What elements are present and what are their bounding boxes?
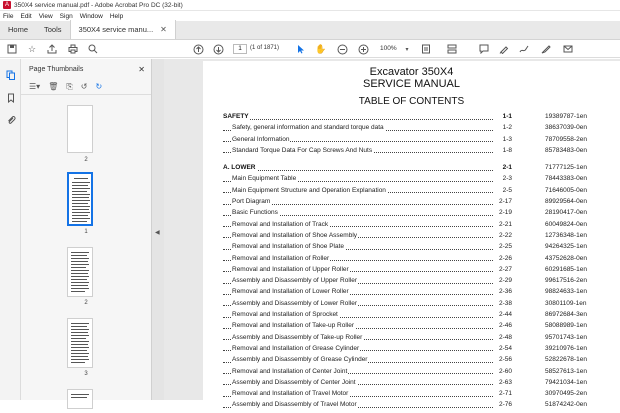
- toc-doc-code: 38637039-0en: [545, 124, 587, 132]
- toc-entry-row[interactable]: [223, 345, 620, 356]
- toc-page-number: 1-3: [494, 136, 512, 143]
- toc-page-number: 2-21: [494, 221, 512, 228]
- toc-page-number: 2-44: [494, 311, 512, 318]
- tab-bar: [0, 21, 620, 40]
- toc-page-number: 2-27: [494, 266, 512, 273]
- page-thumbnail[interactable]: [67, 247, 93, 297]
- toc-page-number: 2-26: [494, 255, 512, 262]
- page-thumbnail[interactable]: [67, 389, 93, 409]
- toc-doc-code: 58527613-1en: [545, 367, 587, 375]
- draw-icon[interactable]: [518, 43, 530, 55]
- toc-page-number: 1-1: [494, 113, 512, 120]
- toc-heading: TABLE OF CONTENTS: [358, 96, 465, 107]
- toc-doc-code: 71646005-0en: [545, 186, 587, 194]
- toc-entry-row[interactable]: [223, 209, 620, 220]
- main-toolbar: [0, 40, 620, 58]
- toc-page-number: 2-36: [494, 288, 512, 295]
- toc-entry-title: Removal and Installation of Lower Roller: [232, 288, 349, 296]
- toc-entry-title: Main Equipment Structure and Operation Explanation: [232, 186, 386, 194]
- toc-entry-title: SAFETY: [223, 113, 249, 120]
- thumbnail-label: 1: [84, 229, 88, 235]
- toc-doc-code: 58088989-1en: [545, 322, 587, 330]
- thumbnail-label: 2: [84, 157, 88, 163]
- toc-entry-row[interactable]: [223, 124, 620, 135]
- toc-doc-code: 51874242-0en: [545, 401, 587, 409]
- document-subtitle: SERVICE MANUAL: [363, 78, 460, 90]
- toc-entry-title: Basic Functions: [232, 209, 278, 217]
- toc-entry-title: Removal and Installation of Travel Motor: [232, 390, 349, 398]
- close-panel-icon[interactable]: ✕: [138, 64, 145, 74]
- toc-entry-row[interactable]: [223, 368, 620, 379]
- toc-doc-code: 99617516-2en: [545, 277, 587, 285]
- toc-page-number: 2-25: [494, 243, 512, 250]
- next-page-icon[interactable]: [212, 43, 224, 55]
- delete-page-icon[interactable]: 🗑: [48, 82, 59, 91]
- toc-entry-title: Removal and Installation of Sprocket: [232, 311, 338, 319]
- thumbnails-header: [21, 59, 151, 79]
- bookmark-star-icon[interactable]: ☆: [27, 43, 37, 54]
- toc-page-number: 2-63: [494, 379, 512, 386]
- toc-entry-row[interactable]: [223, 356, 620, 367]
- toc-entry-title: Main Equipment Table: [232, 175, 297, 183]
- toc-entry-row[interactable]: [223, 187, 620, 198]
- extract-pages-icon[interactable]: ⎘: [66, 81, 73, 91]
- toc-entry-title: Removal and Installation of Upper Roller: [232, 265, 349, 273]
- thumbnail-label: 3: [84, 371, 88, 377]
- toc-entry-row[interactable]: [223, 300, 620, 311]
- toc-entry-title: Port Diagram: [232, 198, 271, 206]
- window-title: 350X4 service manual.pdf - Adobe Acrobat Pro DC (32-bit): [14, 1, 183, 9]
- thumbnails-toolbar: [21, 79, 151, 95]
- toc-doc-code: 30801109-1en: [545, 299, 587, 307]
- toc-entry-row[interactable]: [223, 266, 620, 277]
- table-of-contents: [223, 113, 620, 413]
- tab-document-label: 350X4 service manu...: [78, 25, 154, 34]
- toc-doc-code: 98824633-1en: [545, 288, 587, 296]
- menu-edit[interactable]: Edit: [20, 12, 32, 20]
- toc-entry-row[interactable]: [223, 311, 620, 322]
- toc-entry-row[interactable]: [223, 221, 620, 232]
- zoom-level-select[interactable]: 100%: [380, 45, 397, 52]
- toc-entry-row[interactable]: [223, 232, 620, 243]
- toc-entry-row[interactable]: [223, 147, 620, 158]
- tab-tools[interactable]: Tools: [44, 25, 62, 34]
- toc-page-number: 2-60: [494, 368, 512, 375]
- toc-entry-title: Removal and Installation of Take-up Roller: [232, 322, 355, 330]
- fit-page-icon[interactable]: [420, 43, 432, 55]
- pdf-page: [203, 61, 620, 409]
- toc-entry-title: General Information: [232, 135, 290, 143]
- menu-file[interactable]: File: [3, 12, 14, 20]
- share-email-icon[interactable]: [562, 43, 574, 55]
- document-title: Excavator 350X4: [369, 66, 454, 78]
- toc-doc-code: 43752628-0en: [545, 254, 587, 262]
- toc-entry-title: Assembly and Disassembly of Center Joint: [232, 378, 356, 386]
- toc-entry-row[interactable]: [223, 255, 620, 266]
- comment-icon[interactable]: [478, 43, 490, 55]
- title-bar: [0, 0, 620, 11]
- toc-doc-code: 78443383-0en: [545, 175, 587, 183]
- toc-doc-code: 95701743-1en: [545, 333, 587, 341]
- toc-page-number: 1-8: [494, 147, 512, 154]
- navigation-rail: [0, 59, 21, 400]
- toc-doc-code: 52822678-1en: [545, 356, 587, 364]
- toc-entry-row[interactable]: [223, 136, 620, 147]
- toc-page-number: 2-17: [494, 198, 512, 205]
- panel-splitter[interactable]: [151, 59, 164, 400]
- toc-entry-row[interactable]: [223, 401, 620, 412]
- previous-page-icon[interactable]: [192, 43, 204, 55]
- page-count: (1 of 1871): [250, 45, 280, 51]
- toc-entry-row[interactable]: [223, 198, 620, 209]
- menu-sign[interactable]: Sign: [59, 12, 73, 20]
- toc-doc-code: 79421034-1en: [545, 378, 587, 386]
- tab-document[interactable]: [70, 20, 176, 39]
- tab-home[interactable]: Home: [8, 25, 29, 34]
- toc-entry-title: Removal and Installation of Roller: [232, 254, 330, 262]
- toc-page-number: 2-56: [494, 356, 512, 363]
- toc-entry-row[interactable]: [223, 175, 620, 186]
- menu-help[interactable]: Help: [109, 12, 124, 20]
- toc-page-number: 2-54: [494, 345, 512, 352]
- toc-doc-code: 39210976-1en: [545, 344, 587, 352]
- zoom-out-icon[interactable]: [336, 43, 348, 55]
- toc-page-number: 2-38: [494, 300, 512, 307]
- page-thumbnail[interactable]: [67, 105, 93, 153]
- menu-window[interactable]: Window: [79, 12, 103, 20]
- toc-doc-code: 94264325-1en: [545, 243, 587, 251]
- page-thumbnail[interactable]: [67, 318, 93, 368]
- toc-page-number: 2-46: [494, 322, 512, 329]
- save-icon[interactable]: [6, 43, 18, 55]
- toc-doc-code: 60049824-0en: [545, 220, 587, 228]
- toc-entry-title: Assembly and Disassembly of Lower Roller: [232, 299, 357, 307]
- toc-entry-title: Removal and Installation of Track: [232, 220, 329, 228]
- toc-page-number: 2-19: [494, 209, 512, 216]
- attachments-icon[interactable]: [4, 113, 17, 126]
- thumbnail-label: 2: [84, 300, 88, 306]
- toc-entry-title: Assembly and Disassembly of Take-up Roller: [232, 333, 363, 341]
- toc-entry-title: Removal and Installation of Shoe Plate: [232, 243, 345, 251]
- toc-entry-title: Assembly and Disassembly of Grease Cylinder: [232, 356, 368, 364]
- toc-section-row[interactable]: [223, 164, 620, 175]
- toc-page-number: 2-48: [494, 334, 512, 341]
- document-viewport[interactable]: [164, 59, 620, 409]
- toc-doc-code: 19389787-1en: [545, 113, 587, 120]
- toc-leader-dots: [223, 119, 505, 120]
- acrobat-app-icon: A: [4, 2, 9, 8]
- page-thumbnails-panel: [21, 59, 151, 400]
- toc-entry-title: Standard Torque Data For Cap Screws And Nuts: [232, 146, 373, 154]
- rotate-counterclockwise-icon[interactable]: ↺: [80, 82, 88, 91]
- toc-entry-title: Safety, general information and standard torque data: [232, 124, 384, 132]
- toc-page-number: 2-29: [494, 277, 512, 284]
- toc-page-number: 2-22: [494, 232, 512, 239]
- page-thumbnail-selected[interactable]: [67, 172, 93, 226]
- toc-page-number: 2-1: [494, 164, 512, 171]
- select-cursor-icon[interactable]: [295, 43, 307, 55]
- toc-entry-row[interactable]: [223, 379, 620, 390]
- toc-page-number: 2-76: [494, 401, 512, 408]
- toc-leader-dots: [223, 170, 505, 171]
- thumbnails-title: Page Thumbnails: [29, 65, 84, 73]
- toc-entry-row[interactable]: [223, 243, 620, 254]
- toc-doc-code: 86972684-3en: [545, 311, 587, 319]
- upload-icon[interactable]: [46, 43, 58, 55]
- toc-entry-title: A. LOWER: [223, 164, 256, 172]
- search-icon[interactable]: [87, 43, 99, 55]
- toc-entry-row[interactable]: [223, 277, 620, 288]
- toc-entry-title: Assembly and Disassembly of Travel Motor: [232, 401, 357, 409]
- toc-doc-code: 30970495-2en: [545, 390, 587, 398]
- toc-page-number: 2-5: [494, 187, 512, 194]
- toc-page-number: 2-3: [494, 175, 512, 182]
- toc-doc-code: 78709558-2en: [545, 135, 587, 143]
- toc-entry-title: Removal and Installation of Shoe Assembly: [232, 231, 358, 239]
- page-thumbnails-icon[interactable]: [4, 68, 17, 81]
- toc-page-number: 2-71: [494, 390, 512, 397]
- toc-entry-title: Assembly and Disassembly of Upper Roller: [232, 277, 357, 285]
- toc-section-row[interactable]: [223, 113, 620, 124]
- scroll-mode-icon[interactable]: [446, 43, 458, 55]
- toc-entry-title: Removal and Installation of Grease Cylinder: [232, 344, 360, 352]
- menu-view[interactable]: View: [38, 12, 53, 20]
- highlight-pen-icon[interactable]: [498, 43, 510, 55]
- toc-entry-title: Removal and Installation of Center Joint: [232, 367, 348, 375]
- fill-sign-icon[interactable]: [540, 43, 552, 55]
- bookmarks-icon[interactable]: [4, 91, 17, 104]
- toc-doc-code: 12736348-1en: [545, 231, 587, 239]
- toc-entry-row[interactable]: [223, 334, 620, 345]
- toc-page-number: 1-2: [494, 124, 512, 131]
- close-tab-icon[interactable]: ✕: [160, 25, 167, 34]
- toc-doc-code: 85783483-0en: [545, 146, 587, 154]
- toc-doc-code: 71777125-1en: [545, 164, 587, 172]
- toc-doc-code: 89929564-0en: [545, 198, 587, 206]
- toc-doc-code: 28190417-0en: [545, 209, 587, 217]
- toc-doc-code: 60291685-1en: [545, 265, 587, 273]
- zoom-in-icon[interactable]: [357, 43, 369, 55]
- page-number-input[interactable]: 1: [233, 44, 247, 54]
- zoom-dropdown-icon[interactable]: ▾: [405, 46, 409, 53]
- print-icon[interactable]: [67, 43, 79, 55]
- collapse-panel-icon[interactable]: ◀: [155, 230, 160, 236]
- rotate-clockwise-icon[interactable]: ↻: [95, 82, 103, 91]
- hand-tool-icon[interactable]: ✋: [315, 43, 327, 54]
- thumbnail-options-icon[interactable]: ☰▾: [29, 82, 41, 91]
- toc-entry-row[interactable]: [223, 288, 620, 299]
- toc-entry-row[interactable]: [223, 322, 620, 333]
